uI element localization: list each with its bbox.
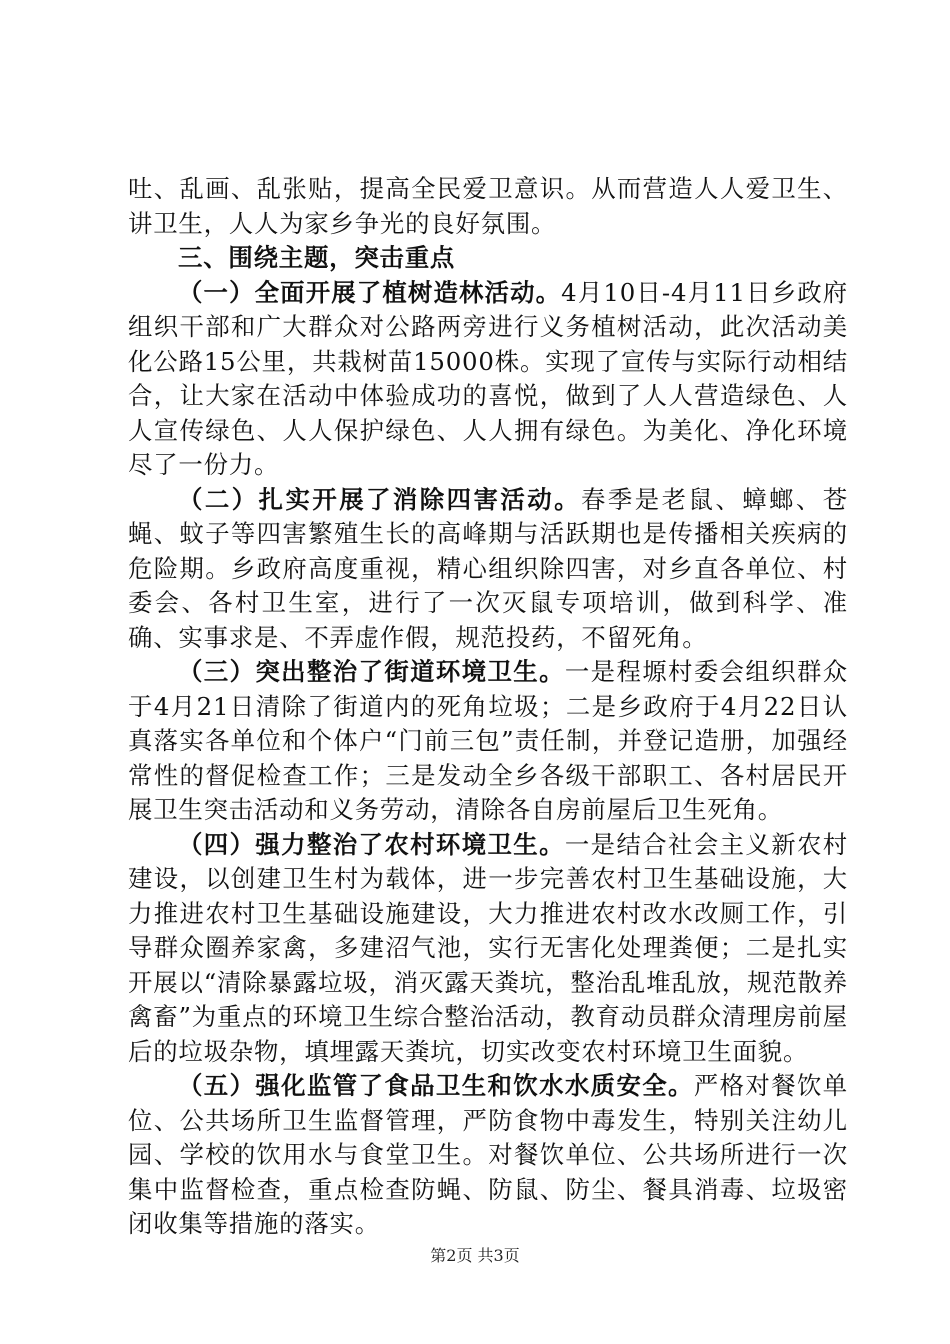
item-lead-4: （四）强力整治了农村环境卫生。 — [178, 829, 565, 859]
item-paragraph-3 — [128, 655, 848, 828]
item-paragraph-4 — [128, 828, 848, 1070]
item-paragraph-2 — [128, 483, 848, 656]
item-paragraph-5 — [128, 1069, 848, 1242]
item-lead-2: （二）扎实开展了消除四害活动。 — [178, 484, 581, 514]
item-lead-5: （五）强化监管了食品卫生和饮水水质安全。 — [178, 1071, 694, 1100]
item-lead-3: （三）突出整治了街道环境卫生。 — [178, 657, 565, 686]
document-body — [128, 172, 848, 1242]
item-body-2: 春季是老鼠、蟑螂、苍蝇、蚊子等四害繁殖生长的高峰期与活跃期也是传播相关疾病的危险期。乡政府高度重视，精心组织除四害，对乡直各单位、村委会、各村卫生室，进行了一次灭鼠专项培训，做到科学、准确、实事求是、不弄虚作假，规范投药，不留死角。 — [128, 484, 848, 652]
item-body-3: 一是程塬村委会组织群众于4月21日清除了街道内的死角垃圾；二是乡政府于4月22日认真落实各单位和个体户“门前三包”责任制，并登记造册，加强经常性的督促检查工作；三是发动全乡各级干部职工、各村居民开展卫生突击活动和义务劳动，清除各自房前屋后卫生死角。 — [128, 657, 848, 824]
intro-paragraph: 吐、乱画、乱张贴，提高全民爱卫意识。从而营造人人爱卫生、讲卫生，人人为家乡争光的良好氛围。 — [128, 174, 848, 238]
item-lead-1: （一）全面开展了植树造林活动。 — [178, 277, 562, 307]
section-heading: 三、围绕主题，突击重点 — [178, 243, 456, 272]
page-footer: 第2页 共3页 — [430, 1246, 520, 1265]
item-paragraph-1 — [128, 276, 848, 483]
item-body-5: 严格对餐饮单位、公共场所卫生监督管理，严防食物中毒发生，特别关注幼儿园、学校的饮用水与食堂卫生。对餐饮单位、公共场所进行一次集中监督检查，重点检查防蝇、防鼠、防尘、餐具消毒、垃圾密闭收集等措施的落实。 — [128, 1071, 848, 1238]
item-body-4: 一是结合社会主义新农村建设，以创建卫生村为载体，进一步完善农村卫生基础设施，大力推进农村卫生基础设施建设，大力推进农村改水改厕工作，引导群众圈养家禽，多建沼气池，实行无害化处理粪便；二是扎实开展以“清除暴露垃圾，消灭露天粪坑，整治乱堆乱放，规范散养禽畜”为重点的环境卫生综合整治活动，教育动员群众清理房前屋后的垃圾杂物，填埋露天粪坑，切实改变农村环境卫生面貌。 — [128, 829, 848, 1066]
item-body-1: 4月10日-4月11日乡政府组织干部和广大群众对公路两旁进行义务植树活动，此次活动美化公路15公里，共栽树苗15000株。实现了宣传与实际行动相结合，让大家在活动中体验成功的喜悦，做到了人人营造绿色、人人宣传绿色、人人保护绿色、人人拥有绿色。为美化、净化环境尽了一份力。 — [128, 277, 848, 479]
